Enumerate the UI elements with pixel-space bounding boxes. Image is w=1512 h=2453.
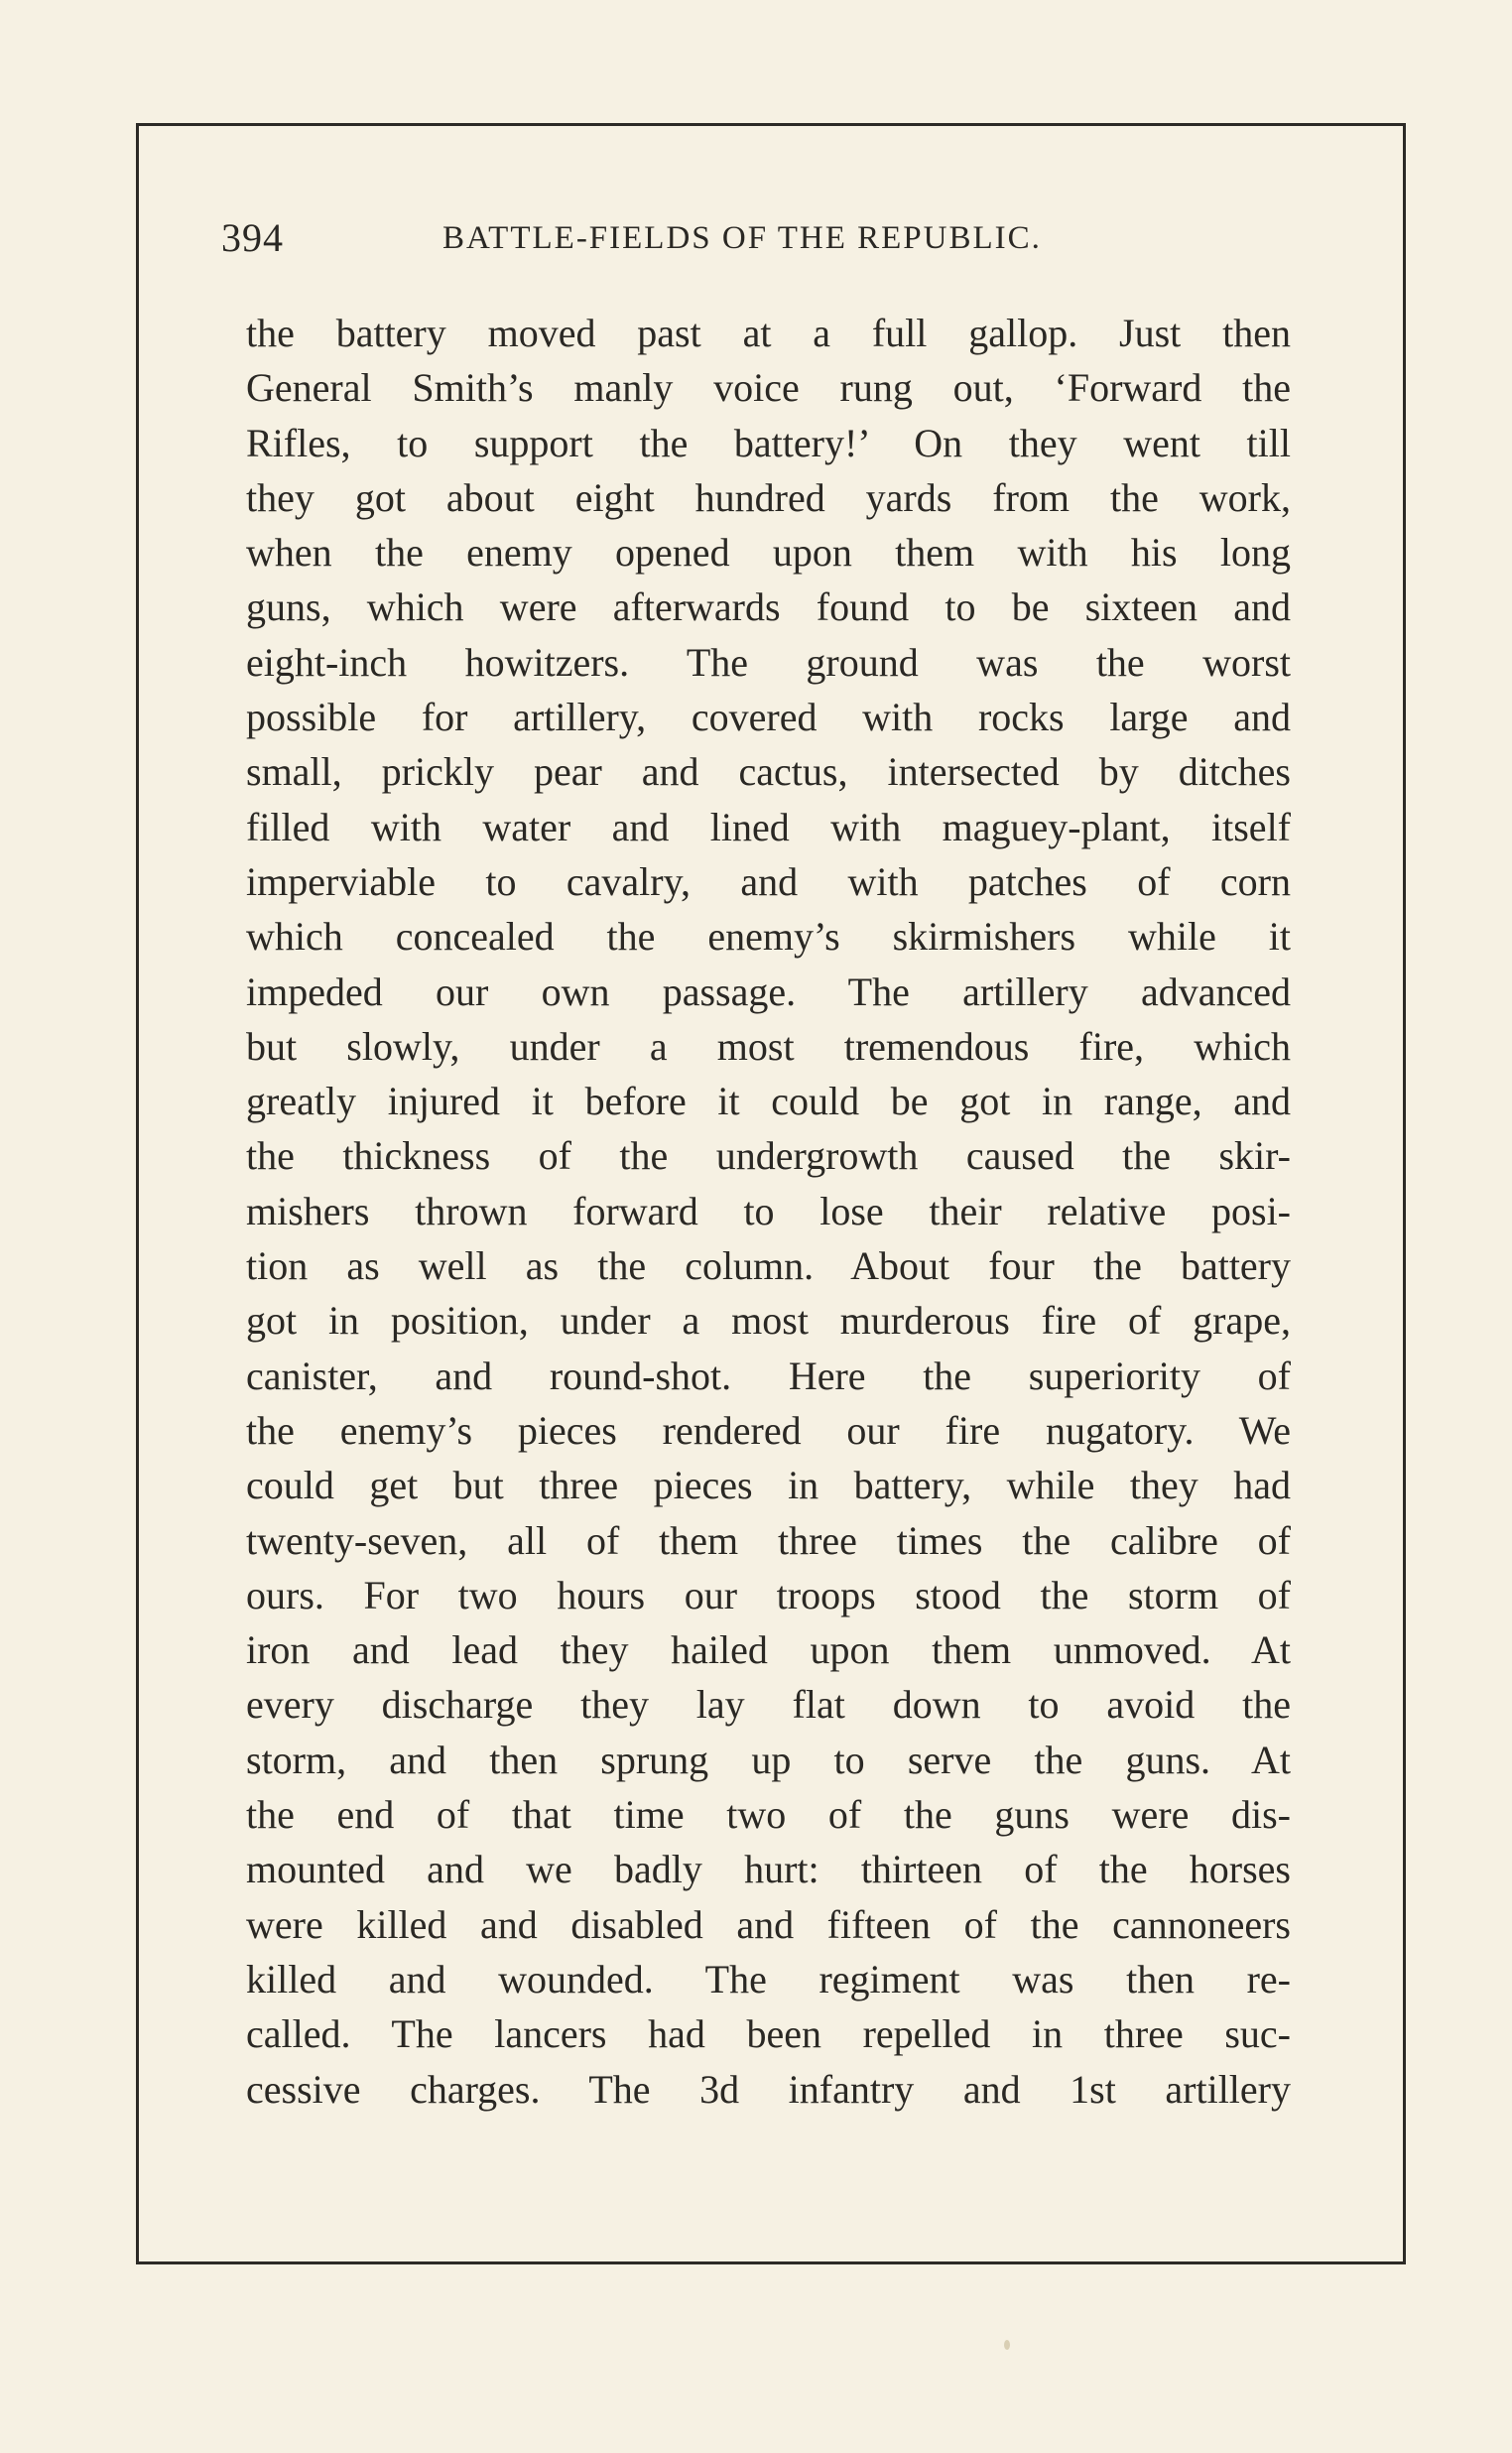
text-line: the enemy’s pieces rendered our fire nugatory. We — [246, 1407, 1291, 1453]
text-line: filled with water and lined with maguey-plant, itself — [246, 804, 1291, 849]
text-line: which concealed the enemy’s skirmishers while it — [246, 914, 1291, 960]
running-head — [221, 208, 1293, 268]
text-line: the thickness of the undergrowth caused the skir- — [246, 1133, 1291, 1179]
text-line: storm, and then sprung up to serve the guns. At — [246, 1737, 1291, 1782]
paper-blemish — [1004, 2340, 1010, 2350]
text-line: they got about eight hundred yards from the work, — [246, 474, 1291, 520]
text-line: mishers thrown forward to lose their relative posi- — [246, 1188, 1291, 1233]
text-line: the end of that time two of the guns were dis- — [246, 1792, 1291, 1838]
text-line: impeded our own passage. The artillery advanced — [246, 968, 1291, 1014]
running-title: BATTLE-FIELDS OF THE REPUBLIC. — [442, 220, 1042, 256]
text-line: every discharge they lay flat down to avoid the — [246, 1682, 1291, 1728]
text-line: could get but three pieces in battery, while they had — [246, 1463, 1291, 1508]
text-line: canister, and round-shot. Here the superiority of — [246, 1353, 1291, 1398]
text-line: cessive charges. The 3d infantry and 1st artillery — [246, 2066, 1291, 2112]
text-line: tion as well as the column. About four the battery — [246, 1243, 1291, 1289]
text-line: eight-inch howitzers. The ground was the worst — [246, 639, 1291, 685]
text-line: possible for artillery, covered with rocks large and — [246, 695, 1291, 740]
page-number: 394 — [221, 215, 284, 260]
text-line: mounted and we badly hurt: thirteen of the horses — [246, 1847, 1291, 1892]
text-line: iron and lead they hailed upon them unmoved. At — [246, 1627, 1291, 1673]
text-line: got in position, under a most murderous fire of grape, — [246, 1298, 1291, 1344]
text-line: the battery moved past at a full gallop. Just then — [246, 311, 1291, 355]
text-line: imperviable to cavalry, and with patches of corn — [246, 858, 1291, 904]
text-line: General Smith’s manly voice rung out, ‘Forward the — [246, 365, 1291, 411]
text-line: killed and wounded. The regiment was then re- — [246, 1956, 1291, 2001]
text-line: but slowly, under a most tremendous fire, which — [246, 1023, 1291, 1069]
text-line: Rifles, to support the battery!’ On they went till — [246, 420, 1291, 465]
text-line: guns, which were afterwards found to be sixteen and — [246, 584, 1291, 630]
text-line: greatly injured it before it could be got in range, and — [246, 1079, 1291, 1124]
text-line: were killed and disabled and fifteen of the cannoneers — [246, 1901, 1291, 1947]
text-line: small, prickly pear and cactus, intersected by ditches — [246, 749, 1291, 795]
text-line: twenty-seven, all of them three times the calibre of — [246, 1517, 1291, 1563]
text-line: ours. For two hours our troops stood the storm of — [246, 1572, 1291, 1617]
text-line: when the enemy opened upon them with his long — [246, 530, 1291, 576]
text-line: called. The lancers had been repelled in three suc- — [246, 2011, 1291, 2057]
body-text — [246, 306, 1291, 2117]
